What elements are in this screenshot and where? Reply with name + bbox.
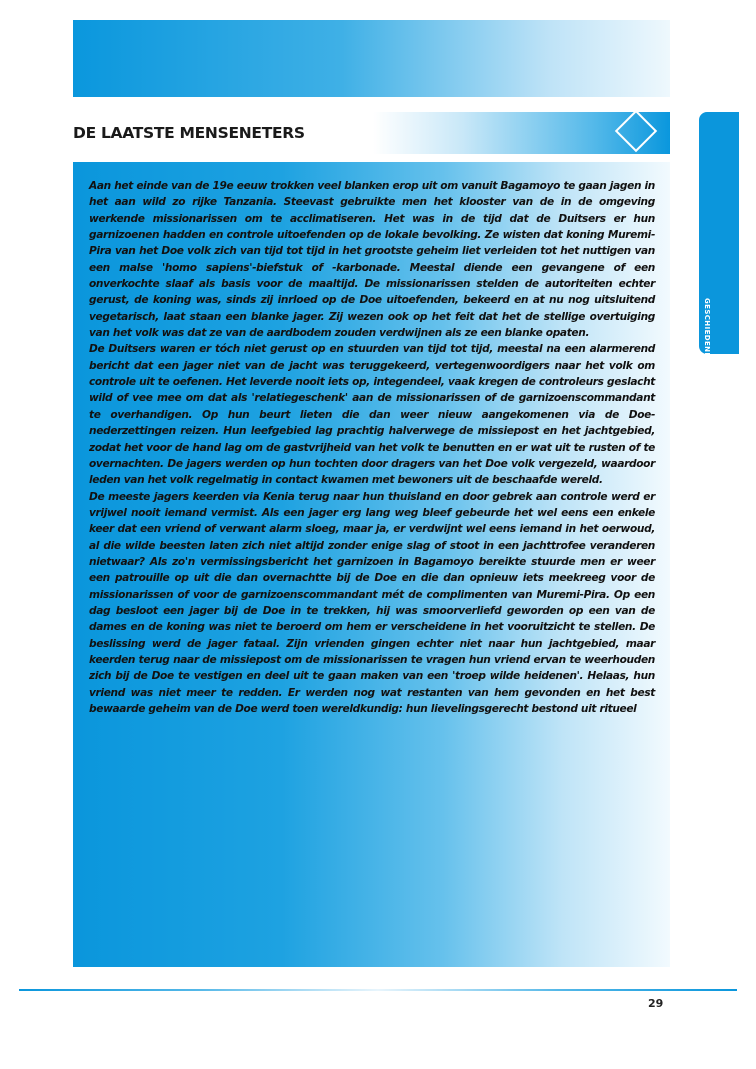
article-paragraph: Aan het einde van de 19e eeuw trokken veel blanken erop uit om vanuit Bagamoyo te gaan jagen in het aan wild zo rijke Tanzania. Steevast gebruikte men het klooster van de in de omgeving werkende missionarissen om te acclimatiseren. Het was in de tijd dat de Duitsers er hun garnizoenen hadden en controle uitoefenden op de lokale bevolking. Ze wisten dat koning Muremi-Pira van het Doe volk zich van tijd tot tijd in het grootste geheim liet verleiden tot het nuttigen van een malse 'homo sapiens'-biefstuk of -karbonade. Meestal diende een gevangene of een onverkochte slaaf als basis voor de maaltijd. De missionarissen stelden de autoriteiten echter gerust, de koning was, sinds zij inrloed op de Doe uitoefenden, bekeerd en at nu nog uitsluitend vegetarisch, laat staan een blanke jager. Zij wezen ook op het feit dat het de stellige overtuiging van het volk was dat ze van de aardbodem zouden verdwijnen als ze een blanke opaten.	[89, 180, 655, 340]
article-paragraph: De Duitsers waren er tóch niet gerust op en stuurden van tijd tot tijd, meestal na een alarmerend bericht dat een jager niet van de jacht was teruggekeerd, vertegenwoordigers naar het volk om controle uit te oefenen. Het leverde nooit iets op, integendeel, vaak kregen de controleurs geslacht wild of vee mee om dat als 'relatiegeschenk' aan de missionarissen of de garnizoenscommandant te overhandigen. Op hun beurt lieten die dan weer nieuw aangekomenen via de Doe-nederzettingen reizen. Hun leefgebied lag prachtig halverwege de missiepost en het jachtgebied, zodat het voor de hand lag om de gastvrijheid van het volk te benutten en er wat uit te rusten of te overnachten. De jagers werden op hun tochten door dragers van het Doe volk vergezeld, waardoor leden van het volk regelmatig in contact kwamen met bewoners uit de beschaafde wereld.	[89, 343, 655, 487]
article-paragraph: De meeste jagers keerden via Kenia terug naar hun thuisland en door gebrek aan controle werd er vrijwel nooit iemand vermist. Als een jager erg lang weg bleef gebeurde het wel eens een enkele keer dat een vriend of verwant alarm sloeg, maar ja, er verdwijnt wel eens iemand in het oerwoud, al die wilde beesten laten zich niet altijd zonder enige slag of stoot in een jachttrofee veranderen nietwaar? Als zo'n vermissingsbericht het garnizoen in Bagamoyo bereikte stuurde men er weer een patrouille op uit die dan overnachtte bij de Doe en die dan opnieuw iets meekreeg voor de missionarissen of voor de garnizoenscommandant mét de complimenten van Muremi-Pira. Op een dag besloot een jager bij de Doe in te trekken, hij was smoorverliefd geworden op een van de dames en de koning was niet te beroerd om hem er verscheidene in het vooruitzicht te stellen. De beslissing werd de jager fataal. Zijn vrienden gingen echter niet naar hun jachtgebied, maar keerden terug naar de missiepost om de missionarissen te vragen hun vriend ervan te weerhouden zich bij de Doe te vestigen en deel uit te gaan maken van een 'troep wilde heidenen'. Helaas, hun vriend was niet meer te redden. Er werden nog wat restanten van hem gevonden en het best bewaarde geheim van de Doe werd toen wereldkundig: hun lievelingsgerecht bestond uit ritueel	[89, 490, 655, 715]
footer-divider	[19, 989, 737, 991]
section-side-tab	[699, 112, 739, 361]
page-number: 29	[648, 997, 664, 1010]
article-title: DE LAATSTE MENSENETERS	[73, 124, 305, 142]
article-panel	[73, 162, 670, 967]
header-banner	[73, 20, 670, 97]
title-bar	[73, 112, 670, 154]
section-label: GESCHIEDENIS	[703, 298, 711, 361]
article-body	[89, 178, 655, 717]
